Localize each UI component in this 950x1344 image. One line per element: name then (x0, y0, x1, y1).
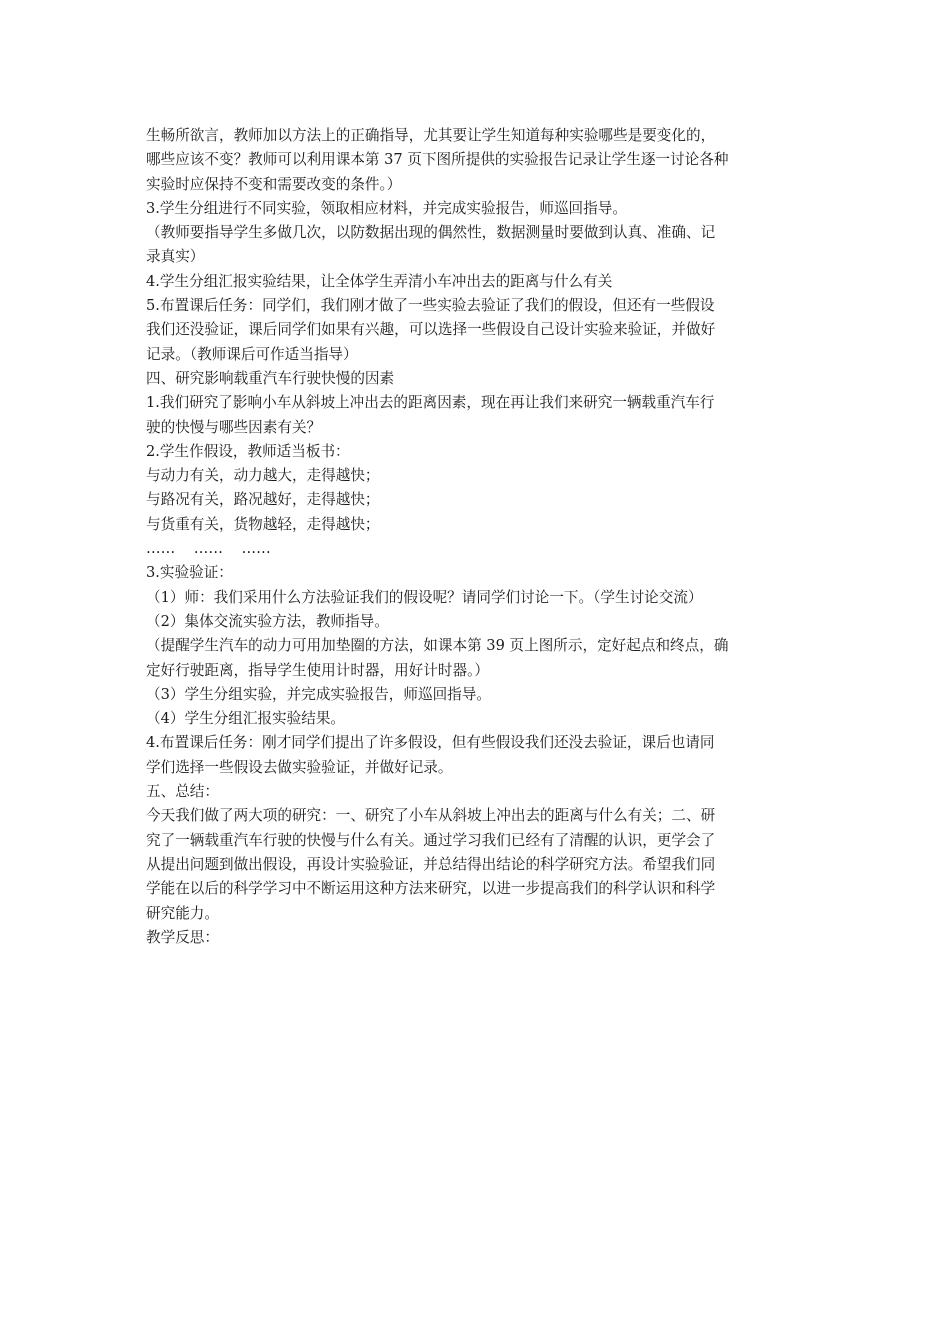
text-line: 定好行驶距离，指导学生使用计时器，用好计时器。） (146, 661, 489, 679)
hypothesis-line: 与路况有关，路况越好，走得越快； (146, 491, 380, 509)
section-heading: 四、研究影响载重汽车行驶快慢的因素 (146, 369, 395, 387)
text-line: 我们还没验证，课后同学们如果有兴趣，可以选择一些假设自己设计实验来验证，并做好 (146, 321, 716, 339)
text-line: 2.学生作假设，教师适当板书： (146, 442, 350, 460)
hypothesis-line: 与货重有关，货物越轻，走得越快； (146, 515, 380, 533)
text-line: 今天我们做了两大项的研究：一、研究了小车从斜坡上冲出去的距离与什么有关；二、研 (146, 807, 716, 825)
text-line: （1）师：我们采用什么方法验证我们的假设呢？请同学们讨论一下。（学生讨论交流） (146, 588, 703, 606)
text-line: 3.实验验证： (146, 564, 233, 582)
section-heading: 五、总结： (146, 783, 219, 801)
hypothesis-line: 与动力有关，动力越大，走得越快； (146, 467, 380, 485)
text-line: 哪些应该不变？教师可以利用课本第 37 页下图所提供的实验报告记录让学生逐一讨论各种 (146, 151, 729, 169)
document-body (146, 124, 810, 950)
text-line: 1.我们研究了影响小车从斜坡上冲出去的距离因素，现在再让我们来研究一辆载重汽车行 (146, 394, 715, 412)
text-line: （提醒学生汽车的动力可用加垫圈的方法，如课本第 39 页上图所示，定好起点和终点，确 (146, 637, 729, 655)
text-line: 究了一辆载重汽车行驶的快慢与什么有关。通过学习我们已经有了清醒的认识，更学会了 (146, 831, 716, 849)
text-line: （2）集体交流实验方法，教师指导。 (146, 612, 389, 630)
text-line: 4.布置课后任务：刚才同学们提出了许多假设，但有些假设我们还没去验证，课后也请同 (146, 734, 715, 752)
text-line: 学能在以后的科学学习中不断运用这种方法来研究，以进一步提高我们的科学认识和科学 (146, 880, 716, 898)
ellipsis-line: …… …… …… (146, 540, 271, 558)
text-line: 录真实） (146, 248, 205, 266)
text-line: （4）学生分组汇报实验结果。 (146, 710, 346, 728)
text-line: 从提出问题到做出假设，再设计实验验证，并总结得出结论的科学研究方法。希望我们同 (146, 855, 716, 873)
text-line: 驶的快慢与哪些因素有关？ (146, 418, 322, 436)
text-line: （3）学生分组实验，并完成实验报告，师巡回指导。 (146, 685, 491, 703)
text-line: （教师要指导学生多做几次，以防数据出现的偶然性，数据测量时要做到认真、准确、记 (146, 224, 716, 242)
reflection-heading: 教学反思： (146, 928, 219, 946)
text-line: 3.学生分组进行不同实验，领取相应材料，并完成实验报告，师巡回指导。 (146, 199, 627, 217)
text-line: 5.布置课后任务：同学们，我们刚才做了一些实验去验证了我们的假设，但还有一些假设 (146, 297, 715, 315)
text-line: 生畅所欲言，教师加以方法上的正确指导，尤其要让学生知道每种实验哪些是要变化的， (146, 127, 716, 144)
text-line: 记录。（教师课后可作适当指导） (146, 345, 358, 363)
text-line: 学们选择一些假设去做实验验证，并做好记录。 (146, 758, 453, 776)
text-line: 4.学生分组汇报实验结果，让全体学生弄清小车冲出去的距离与什么有关 (146, 272, 613, 290)
text-line: 实验时应保持不变和需要改变的条件。） (146, 175, 402, 193)
text-line: 研究能力。 (146, 904, 219, 922)
